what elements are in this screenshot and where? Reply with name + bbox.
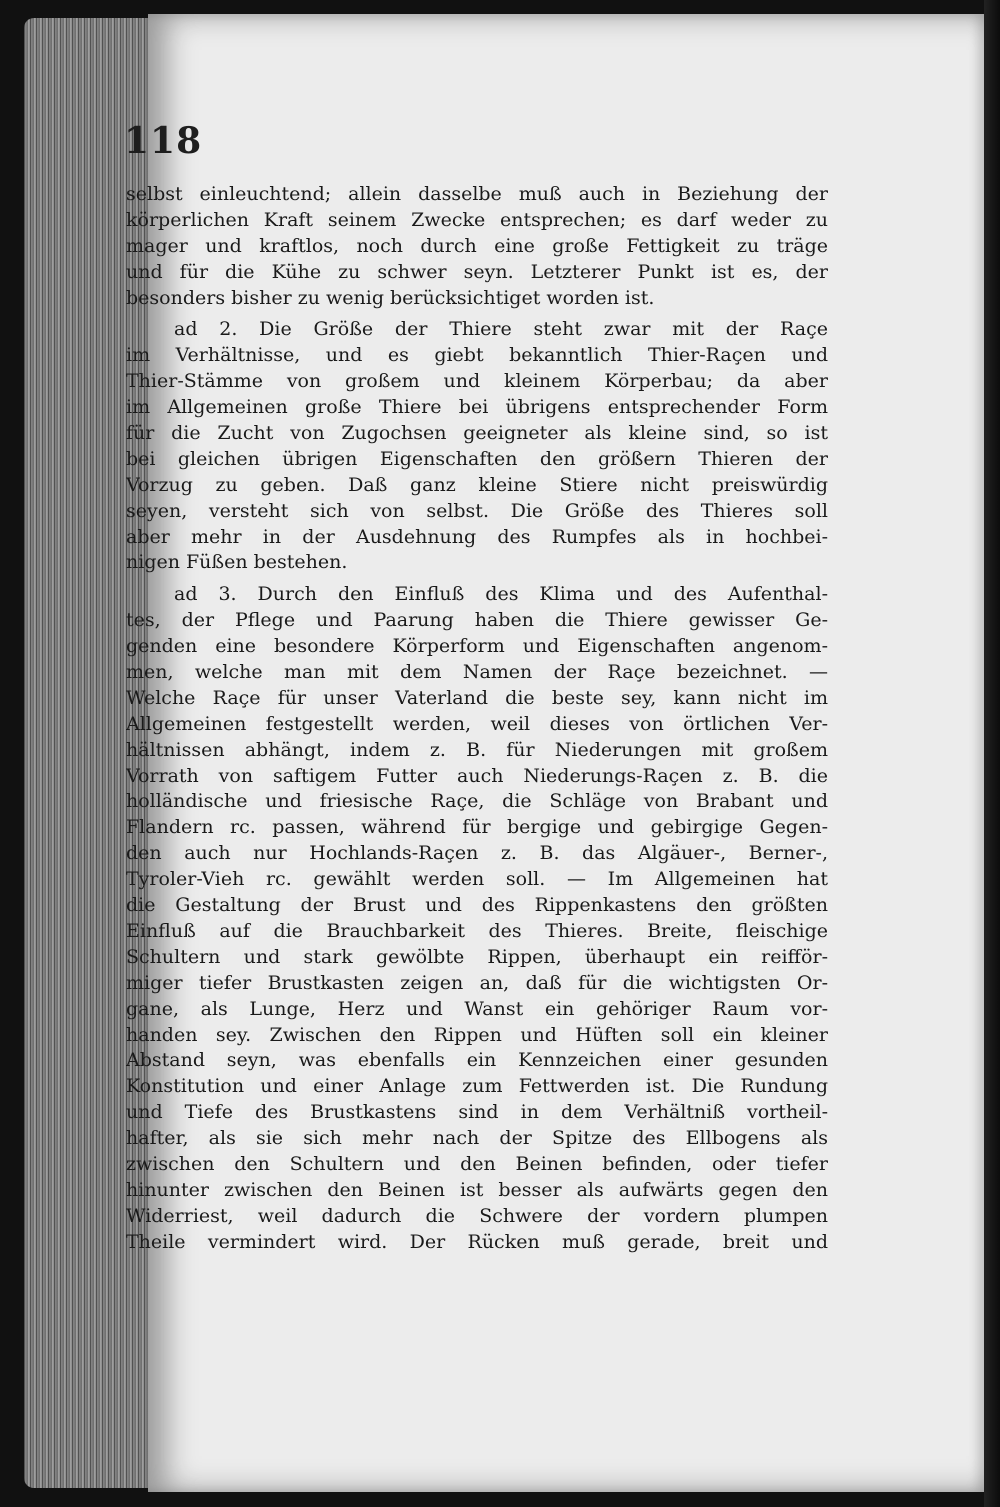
paragraph-1 (126, 182, 828, 311)
text-line: holländische und friesische Raçe, die Schläge von Brabant und (126, 790, 828, 813)
text-line: hinunter zwischen den Beinen ist besser als aufwärts gegen den (126, 1178, 828, 1201)
text-line: ad 2. Die Größe der Thiere steht zwar mit der Raçe (174, 318, 828, 341)
text-line: mager und kraftlos, noch durch eine große Fettigkeit zu träge (126, 234, 828, 257)
page-number: 118 (124, 120, 203, 162)
text-line: körperlichen Kraft seinem Zwecke entsprechen; es darf weder zu (126, 208, 828, 231)
text-line: den auch nur Hochlands-Raçen z. B. das Algäuer-, Berner-, (126, 842, 828, 865)
text-line: Tyroler-Vieh rc. gewählt werden soll. — Im Allgemeinen hat (126, 868, 828, 891)
text-line: Einfluß auf die Brauchbarkeit des Thieres. Breite, fleischige (126, 919, 828, 942)
text-line: seyen, versteht sich von selbst. Die Größe des Thieres soll (126, 499, 828, 522)
binding-shadow (984, 0, 1000, 1507)
text-line: hältnissen abhängt, indem z. B. für Niederungen mit großem (126, 738, 828, 761)
text-line: tes, der Pflege und Paarung haben die Thiere gewisser Ge- (126, 609, 828, 632)
text-line: Abstand seyn, was ebenfalls ein Kennzeichen einer gesunden (126, 1049, 828, 1072)
text-line: und Tiefe des Brustkastens sind in dem Verhältniß vortheil- (126, 1101, 828, 1124)
paragraph-2 (126, 317, 828, 576)
text-line: für die Zucht von Zugochsen geeigneter als kleine sind, so ist (126, 422, 828, 445)
text-line: Welche Raçe für unser Vaterland die beste sey, kann nicht im (126, 686, 828, 709)
text-line: besonders bisher zu wenig berücksichtiget worden ist. (126, 286, 655, 309)
text-line: miger tiefer Brustkasten zeigen an, daß für die wichtigsten Or- (126, 971, 828, 994)
text-line: bei gleichen übrigen Eigenschaften den größern Thieren der (126, 447, 828, 470)
text-line: aber mehr in der Ausdehnung des Rumpfes als in hochbei- (126, 525, 828, 548)
paragraph-3 (126, 582, 828, 1255)
text-line: die Gestaltung der Brust und des Rippenkastens den größten (126, 894, 828, 917)
text-line: men, welche man mit dem Namen der Raçe bezeichnet. — (126, 661, 828, 684)
text-line: hafter, als sie sich mehr nach der Spitze des Ellbogens als (126, 1127, 828, 1150)
text-line: im Allgemeinen große Thiere bei übrigens entsprechender Form (126, 396, 828, 419)
text-line: genden eine besondere Körperform und Eigenschaften angenom- (126, 635, 828, 658)
text-line: und für die Kühe zu schwer seyn. Letzterer Punkt ist es, der (126, 260, 828, 283)
text-line: Widerriest, weil dadurch die Schwere der vordern plumpen (126, 1204, 828, 1227)
text-line: Konstitution und einer Anlage zum Fettwerden ist. Die Rundung (126, 1075, 828, 1098)
text-line: Schultern und stark gewölbte Rippen, überhaupt ein reifför- (126, 945, 828, 968)
text-line: ad 3. Durch den Einfluß des Klima und des Aufenthal- (174, 583, 828, 606)
page-text (126, 182, 828, 1256)
text-line: selbst einleuchtend; allein dasselbe muß auch in Beziehung der (126, 183, 828, 205)
text-line: Vorrath von saftigem Futter auch Niederungs-Raçen z. B. die (126, 764, 828, 787)
text-line: Vorzug zu geben. Daß ganz kleine Stiere nicht preiswürdig (126, 473, 828, 496)
text-line: Thier-Stämme von großem und kleinem Körperbau; da aber (126, 370, 828, 393)
text-line: nigen Füßen bestehen. (126, 551, 348, 574)
text-line: Flandern rc. passen, während für bergige und gebirgige Gegen- (126, 816, 828, 839)
text-line: handen sey. Zwischen den Rippen und Hüften soll ein kleiner (126, 1023, 828, 1046)
text-line: Theile vermindert wird. Der Rücken muß gerade, breit und (126, 1230, 828, 1253)
text-line: zwischen den Schultern und den Beinen befinden, oder tiefer (126, 1152, 828, 1175)
text-line: gane, als Lunge, Herz und Wanst ein gehöriger Raum vor- (126, 997, 828, 1020)
text-line: im Verhältnisse, und es giebt bekanntlich Thier-Raçen und (126, 344, 828, 367)
text-line: Allgemeinen festgestellt werden, weil dieses von örtlichen Ver- (126, 712, 828, 735)
